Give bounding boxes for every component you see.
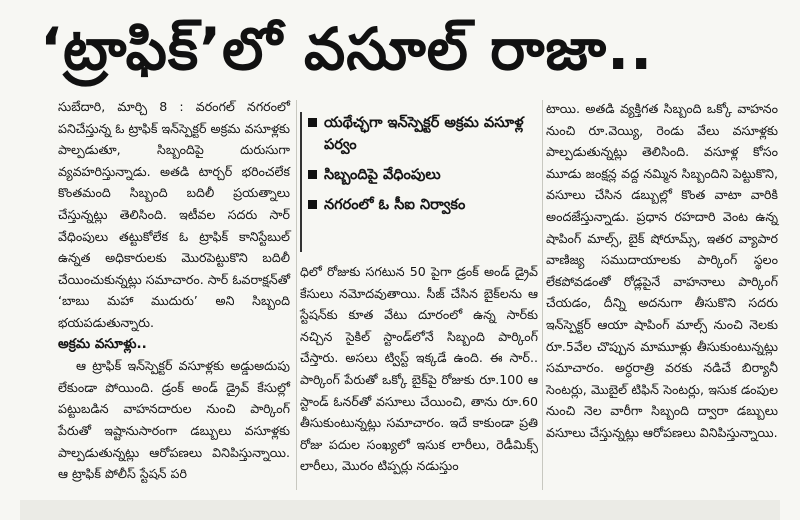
article-column-1 bbox=[58, 96, 290, 485]
headline: ‘ట్రాఫిక్’లో వసూల్ రాజా.. bbox=[40, 15, 654, 83]
square-bullet-icon bbox=[308, 200, 317, 209]
square-bullet-icon bbox=[308, 118, 317, 127]
highlight-item bbox=[302, 164, 540, 186]
article-column-3 bbox=[546, 98, 778, 444]
page-bottom-edge bbox=[20, 500, 780, 520]
article-paragraph: టాయి. అతడి వ్యక్తిగత సిబ్బంది ఒక్కో వాహనం నుంచి రూ.వెయ్యి, రెండు వేలు వసూళ్లకు పాల్పడుతున్నట్లు తెలిసింది. వసూళ్ల కోసం మూడు జంక్షన్ల వద్ద నమ్మిన సిబ్బందిని పెట్టుకొని, వసూలు చేసిన డబ్బుల్లో కొంత వాటా వారికి అందజేస్తున్నాడు. ప్రధాన రహదారి వెంట ఉన్న షాపింగ్ మాల్స్, బైక్ షోరూమ్స్, ఇతర వ్యాపార వాణిజ్య సముదాయాలకు పార్కింగ్ స్థలం లేకపోవడంతో రోడ్లపైనే వాహనాలు పార్కింగ్ చేయడం, దీన్ని అదనుగా తీసుకొని సదరు ఇన్‌స్పెక్టర్ ఆయా షాపింగ్ మాల్స్ నుంచి నెలకు రూ.5వేల చొప్పున మామూళ్లు తీసుకుంటున్నట్లు సమాచారం. అర్ధరాత్రి వరకు నడిచే బిర్యానీ సెంటర్లు, మొబైల్ టిఫిన్ సెంటర్లు, ఇసుక డంపుల నుంచి నెల వారీగా సిబ్బంది ద్వారా డబ్బులు వసూలు చేస్తున్నట్లు ఆరోపణలు వినిపిస్తున్నాయి. bbox=[546, 101, 778, 440]
highlights-box bbox=[300, 112, 540, 252]
highlight-item bbox=[302, 194, 540, 216]
column-divider bbox=[542, 100, 543, 490]
article-paragraph: ధిలో రోజుకు సగటున 50 పైగా డ్రంక్ అండ్ డ్రైవ్ కేసులు నమోదవుతాయి. సీజ్ చేసిన బైక్‌లను ఆ స్టేషన్‌కు కూత వేటు దూరంలో ఉన్న సార్‌కు నచ్చిన సైకిల్ స్టాండ్‌లోనే సిబ్బంది పార్కింగ్ చేస్తారు. అసలు ట్విస్ట్ ఇక్కడే ఉంది. ఈ సార్.. పార్కింగ్ పేరుతో ఒక్కో బైక్‌పై రోజుకు రూ.100 ఆ స్టాండ్ ఓనర్‌తో వసూలు చేయించి, తాను రూ.60 తీసుకుంటున్నట్లు సమాచారం. ఇదే కాకుండా ప్రతి రోజు పదుల సంఖ్యలో ఇసుక లారీలు, రెడీమిక్స్ లారీలు, మొరం టిప్పర్లు నడుస్తుం bbox=[300, 264, 538, 474]
article-paragraph: ఆ ట్రాఫిక్ ఇన్‌స్పెక్టర్ వసూళ్లకు అడ్డుఅదుపు లేకుండా పోయింది. డ్రంక్ అండ్ డ్రైవ్ కేసుల్లో పట్టుబడిన వాహనదారుల నుంచి పార్కింగ్ పేరుతో ఇష్టానుసారంగా డబ్బులు వసూళ్లకు పాల్పడుతున్నట్లు ఆరోపణలు వినిపిస్తున్నాయి. ఆ ట్రాఫిక్ పోలీస్ స్టేషన్ పరి bbox=[58, 358, 290, 482]
article-paragraph: సుబేదారి, మార్చి 8 : వరంగల్ నగరంలో పనిచేస్తున్న ఓ ట్రాఫిక్ ఇన్‌స్పెక్టర్ అక్రమ వసూళ్లకు పాల్పడుతూ, సిబ్బందిపై దురుసుగా వ్యవహరిస్తున్నాడు. అతడి టార్చర్ భరించలేక కొంతమంది సిబ్బంది బదిలీ ప్రయత్నాలు చేస్తున్నట్లు తెలిసింది. ఇటీవల సదరు సార్ వేధింపులు తట్టుకోలేక ఓ ట్రాఫిక్ కానిస్టేబుల్ ఉన్నత అధికారులకు మొరపెట్టుకొని బదిలీ చేయించుకున్నట్లు సమాచారం. సార్ ఓవరాక్షన్‌తో ‘బాబు మహా ముదురు’ అని సిబ్బంది భయపడుతున్నారు. bbox=[58, 99, 290, 330]
article-column-2 bbox=[300, 261, 538, 477]
highlight-text: యథేచ్ఛగా ఇన్‌స్పెక్టర్ అక్రమ వసూళ్ల పర్వం bbox=[324, 115, 524, 153]
article-subheading: అక్రమ వసూళ్లు.. bbox=[58, 335, 147, 352]
highlight-item bbox=[302, 112, 540, 156]
highlight-text: సిబ్బందిపై వేధింపులు bbox=[324, 167, 441, 183]
column-divider bbox=[296, 100, 297, 490]
highlight-text: నగరంలో ఓ సీఐ నిర్వాకం bbox=[324, 197, 466, 213]
square-bullet-icon bbox=[308, 170, 317, 179]
